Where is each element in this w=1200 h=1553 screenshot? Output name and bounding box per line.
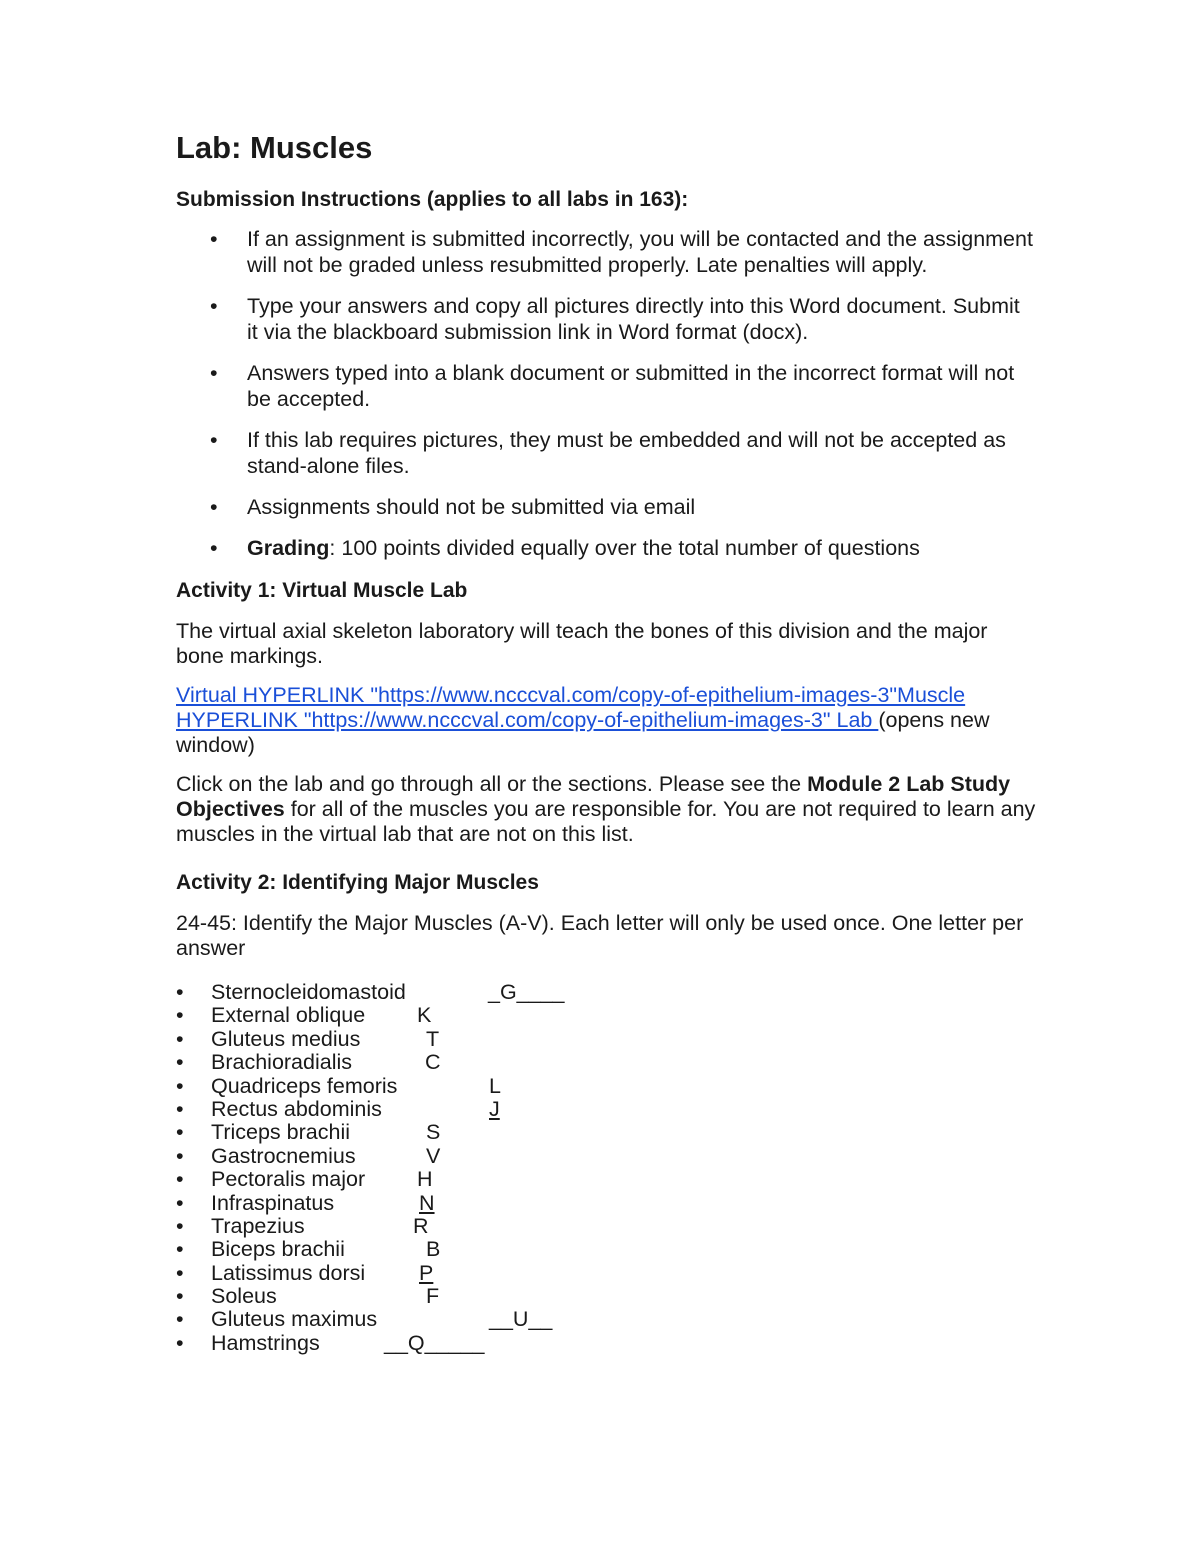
muscle-name: Brachioradialis (211, 1050, 353, 1075)
muscle-item (176, 1238, 1036, 1261)
instruction-item (176, 535, 1036, 561)
bullet-icon: • (176, 1073, 184, 1098)
muscle-item (176, 1145, 1036, 1168)
muscle-name: Gluteus medius (211, 1026, 361, 1051)
bullet-icon: • (176, 1284, 184, 1309)
muscle-item (176, 1121, 1036, 1144)
muscle-name: Latissimus dorsi (211, 1260, 366, 1285)
instructions-text-b: for all of the muscles you are responsible for. You are not required to learn any muscles in the virtual lab that are not on this list. (176, 797, 1036, 846)
muscle-answer[interactable]: V (426, 1143, 441, 1168)
muscle-answer[interactable]: __U__ (489, 1307, 553, 1332)
muscle-item (176, 1028, 1036, 1051)
muscle-item (176, 1192, 1036, 1215)
muscle-item (176, 1215, 1036, 1238)
muscle-answer[interactable]: H (417, 1167, 433, 1192)
instruction-bold: Grading (247, 536, 330, 560)
muscle-item (176, 1308, 1036, 1331)
muscle-name: Triceps brachii (211, 1120, 350, 1145)
activity1-instructions (176, 772, 1036, 847)
muscle-answer[interactable]: __Q_____ (384, 1330, 485, 1355)
submission-heading: Submission Instructions (applies to all labs in 163): (176, 188, 689, 211)
link-suffix: (opens new window) (176, 708, 990, 757)
bullet-icon: • (176, 1026, 184, 1051)
instructions-text-a: Click on the lab and go through all or the sections. Please see the (176, 772, 808, 796)
muscle-answer[interactable]: J (489, 1096, 500, 1121)
muscle-item (176, 1262, 1036, 1285)
instruction-text: : 100 points divided equally over the total number of questions (329, 536, 920, 560)
activity1-intro: The virtual axial skeleton laboratory will teach the bones of this division and the major bone markings. (176, 619, 988, 668)
bullet-icon: • (176, 980, 184, 1004)
muscle-answer[interactable]: L (489, 1073, 501, 1098)
instruction-item (176, 494, 1036, 520)
muscle-item (176, 1098, 1036, 1121)
muscle-answer[interactable]: N (419, 1190, 435, 1215)
bullet-icon: • (176, 1050, 184, 1075)
muscle-name: Pectoralis major (211, 1167, 366, 1192)
bullet-icon: • (176, 1190, 184, 1215)
bullet-icon: • (176, 1237, 184, 1262)
muscle-name: External oblique (211, 1003, 366, 1028)
bullet-icon: • (210, 294, 218, 318)
muscle-item (176, 1004, 1036, 1027)
virtual-lab-link-paragraph (176, 683, 1036, 758)
instruction-text: Assignments should not be submitted via email (247, 495, 696, 519)
muscle-name: Sternocleidomastoid (211, 980, 406, 1004)
bullet-icon: • (210, 361, 218, 385)
bullet-icon: • (176, 1096, 184, 1121)
muscle-answer[interactable]: S (426, 1120, 441, 1145)
muscle-answer[interactable]: _G____ (488, 980, 565, 1004)
instruction-text: Type your answers and copy all pictures directly into this Word document. Submit it via the blackboard submission link in Word format (docx). (247, 294, 1020, 344)
bullet-icon: • (210, 495, 218, 519)
muscle-name: Gluteus maximus (211, 1307, 378, 1332)
document-page (176, 128, 1036, 1355)
activity1-heading: Activity 1: Virtual Muscle Lab (176, 579, 468, 602)
muscle-item (176, 1168, 1036, 1191)
muscle-name: Rectus abdominis (211, 1096, 382, 1121)
muscle-answer[interactable]: P (419, 1260, 434, 1285)
muscle-name: Trapezius (211, 1213, 305, 1238)
instruction-text: If an assignment is submitted incorrectly, you will be contacted and the assignment will not be graded unless resubmitted properly. Late penalties will apply. (247, 227, 1033, 277)
muscle-answer[interactable]: T (426, 1026, 440, 1051)
muscle-name: Infraspinatus (211, 1190, 335, 1215)
instruction-item (176, 226, 1036, 278)
bullet-icon: • (176, 1003, 184, 1028)
submission-instructions-list (176, 226, 1036, 561)
muscle-answer[interactable]: F (426, 1284, 440, 1309)
bullet-icon: • (210, 227, 218, 251)
instruction-item (176, 427, 1036, 479)
muscle-name: Gastrocnemius (211, 1143, 356, 1168)
study-objectives-ref: Module 2 Lab Study Objectives (176, 772, 1011, 821)
bullet-icon: • (176, 1330, 184, 1355)
muscle-item (176, 1332, 1036, 1355)
muscle-answer-list (176, 981, 1036, 1355)
bullet-icon: • (176, 1260, 184, 1285)
bullet-icon: • (176, 1167, 184, 1192)
instruction-text: Answers typed into a blank document or submitted in the incorrect format will not be accepted. (247, 361, 1015, 411)
muscle-item (176, 1285, 1036, 1308)
muscle-item (176, 981, 1036, 1004)
muscle-answer[interactable]: K (417, 1003, 432, 1028)
muscle-name: Quadriceps femoris (211, 1073, 398, 1098)
muscle-answer[interactable]: R (413, 1213, 429, 1238)
virtual-muscle-lab-link[interactable]: Virtual HYPERLINK "https://www.ncccval.com/copy-of-epithelium-images-3"Muscle HYPERLINK "https://www.ncccval.com/copy-of-epithelium-images-3" Lab (176, 683, 966, 732)
instruction-item (176, 360, 1036, 412)
muscle-name: Soleus (211, 1284, 277, 1309)
muscle-name: Hamstrings (211, 1330, 320, 1355)
instruction-item (176, 293, 1036, 345)
muscle-item (176, 1051, 1036, 1074)
bullet-icon: • (210, 536, 218, 560)
muscle-name: Biceps brachii (211, 1237, 345, 1262)
instruction-text: If this lab requires pictures, they must be embedded and will not be accepted as stand-alone files. (247, 428, 1006, 478)
page-title: Lab: Muscles (176, 130, 373, 165)
activity2-intro: 24-45: Identify the Major Muscles (A-V). Each letter will only be used once. One letter per answer (176, 911, 1024, 960)
bullet-icon: • (210, 428, 218, 452)
bullet-icon: • (176, 1120, 184, 1145)
muscle-answer[interactable]: B (426, 1237, 441, 1262)
muscle-item (176, 1075, 1036, 1098)
bullet-icon: • (176, 1213, 184, 1238)
bullet-icon: • (176, 1307, 184, 1332)
bullet-icon: • (176, 1143, 184, 1168)
muscle-answer[interactable]: C (425, 1050, 441, 1075)
activity2-heading: Activity 2: Identifying Major Muscles (176, 871, 539, 894)
